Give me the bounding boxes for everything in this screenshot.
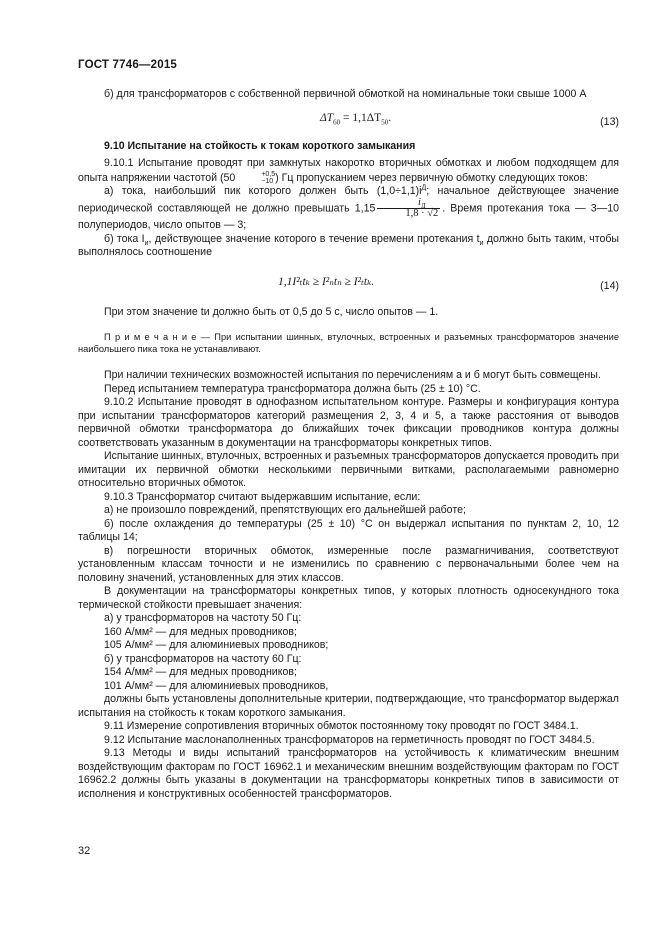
paragraph: а) не произошло повреждений, препятствующих его дальнейшей работе;	[104, 504, 466, 517]
paragraph: 9.13 Методы и виды испытаний трансформаторов на устойчивость к климатическим внешним воздействующим факторам по ГОСТ 16962.1 и механическим внешним воздействующим факторам по ГОСТ 16962.2 должны быть указаны в документации на трансформаторы конкретных типов в зависимости от исполнения и конструктивных особенностей трансформаторов.	[78, 747, 619, 800]
note-text: — При испытании шинных, втулочных, встроенных и разъемных трансформаторов значение наибольшего пика тока не устанавливают.	[78, 332, 619, 355]
paragraph: Испытание шинных, втулочных, встроенных и разъемных трансформаторов допускается проводить при имитации их первичной обмотки несколькими первичными витками, располагаемыми равномерно относительно вторичных обмоток.	[78, 450, 619, 490]
section-9-10-title: 9.10 Испытание на стойкость к токам короткого замыкания	[104, 139, 416, 152]
paragraph: 9.12 Испытание маслонаполненных трансформаторов на герметичность проводят по ГОСТ 3484.5.	[104, 733, 595, 746]
document-header: ГОСТ 7746—2015	[78, 59, 178, 71]
paragraph: При наличии технических возможностей испытания по перечислениям а и б могут быть совмещены.	[104, 369, 601, 382]
paragraph: в) погрешности вторичных обмоток, измеренные после размагничивания, соответствуют установленным классам точности и не изменились по сравнению с первоначальными более чем на половину значений, установленных для этих классов.	[78, 544, 619, 584]
paragraph-b-intro: б) для трансформаторов с собственной первичной обмоткой на номинальные токи свыше 1000 А	[104, 88, 587, 100]
paragraph: а) у трансформаторов на частоту 50 Гц:	[104, 612, 302, 625]
note-label: П р и м е ч а н и е	[104, 332, 197, 343]
paragraph: 154 А/мм² — для медных проводников;	[104, 666, 297, 679]
paragraph: 9.10.3 Трансформатор считают выдержавшим испытание, если:	[104, 490, 421, 503]
paragraph: 105 А/мм² — для алюминиевых проводников;	[104, 639, 329, 652]
paragraph-list	[78, 369, 619, 801]
paragraph-9-10-1: 9.10.1 Испытание проводят при замкнутых накоротко вторичных обмотках и любом подходящем для опыта напряжении частотой (50 +0,5 −10 ) Гц пропусканием через первичную обмотку следующих токов:	[78, 157, 619, 185]
formula-13	[78, 108, 619, 134]
formula-14-expression: 1,1I²ₜtₖ ≥ I²ₙtₙ ≥ I²ₜtₖ.	[278, 275, 375, 288]
paragraph: 9.11 Измерение сопротивления вторичных обмоток постоянному току проводят по ГОСТ 3484.1.	[104, 720, 579, 733]
paragraph: б) после охлаждения до температуры (25 ± 10) °С он выдержал испытания по пунктам 2, 10, 12 таблицы 14;	[78, 517, 619, 544]
paragraph: б) у трансформаторов на частоту 60 Гц:	[104, 652, 302, 665]
paragraph: В документации на трансформаторы конкретных типов, у которых плотность односекундного тока термической стойкости превышает значения:	[78, 585, 619, 611]
paragraph: должны быть установлены дополнительные критерии, подтверждающие, что трансформатор выдержал испытания на стойкость к токам короткого замыкания.	[78, 693, 619, 719]
paragraph: 101 А/мм² — для алюминиевых проводников,	[104, 679, 329, 692]
paragraph-a-current: а) тока, наибольший пик которого должен быть $(1,0\div 1,1)i^Д$; начальное действующее значение периодической составляющей не должно превышать 1,15 $\frac{i_Д}{1,8 \cdot √2}$ . Время протекания тока — 3—10 полупериодов, число опытов — 3;	[78, 184, 620, 232]
fraction: $\frac{i_Д}{1,8 \cdot √2}$	[377, 198, 440, 219]
paragraph-time: При этом значение tи должно быть от 0,5 до 5 с, число опытов — 1.	[104, 305, 439, 318]
formula-14	[78, 272, 619, 302]
formula-13-number: (13)	[600, 115, 619, 128]
page-number: 32	[78, 845, 91, 857]
paragraph-b-current: б) тока $I_и$, действующее значение которого в течение времени протекания $t_и$ должно быть таким, чтобы выполнялось соотношение	[78, 232, 620, 259]
paragraph: Перед испытанием температура трансформатора должна быть (25 ± 10) °С.	[104, 382, 481, 395]
formula-14-number: (14)	[600, 279, 619, 292]
page-content	[78, 88, 619, 801]
formula-13-expression: $\Delta T_{60} = 1,1\Delta T_{50}$.	[320, 111, 392, 126]
note	[78, 331, 619, 355]
paragraph: 160 А/мм² — для медных проводников;	[104, 625, 297, 638]
paragraph: 9.10.2 Испытание проводят в однофазном испытательном контуре. Размеры и конфигурация контура при испытании трансформаторов категорий размещения 2, 3, 4 и 5, а также расстояния от выводов первичной обмотки трансформатора до ближайших точек фиксации проводников контура должны соответствовать указанным в документации на трансформаторы конкретных типов.	[78, 396, 619, 449]
